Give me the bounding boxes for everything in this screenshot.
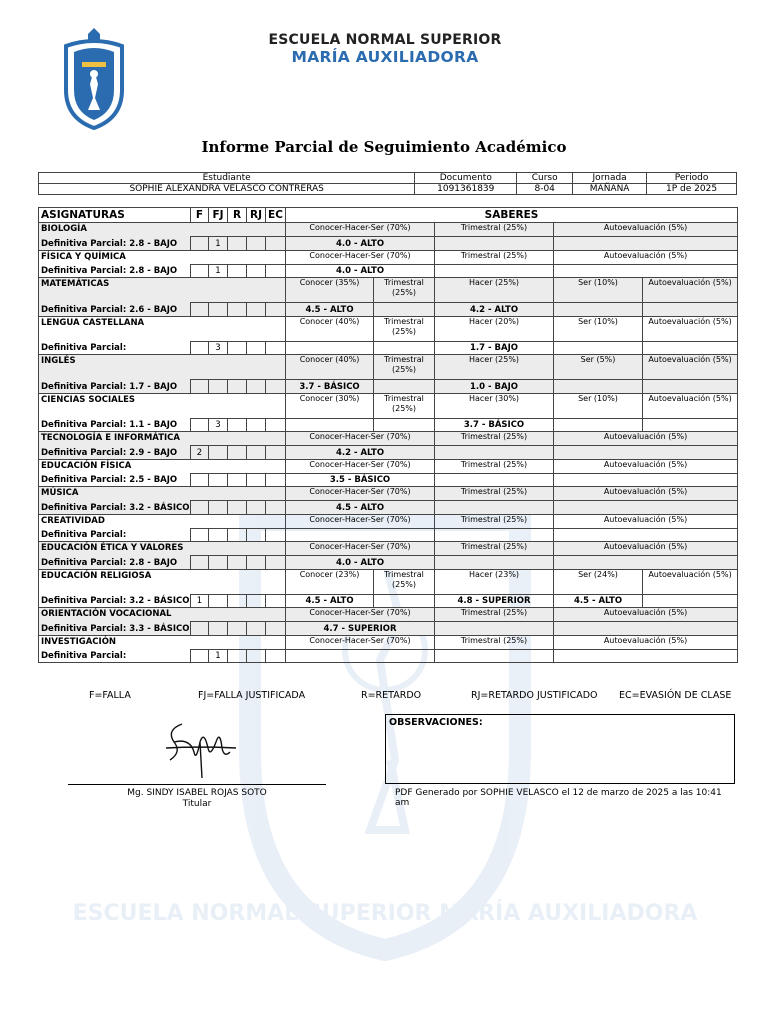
saber-header: Ser (24%) (554, 569, 643, 594)
saber-header: Hacer (23%) (435, 569, 554, 594)
subject-final-grade: Definitiva Parcial: (39, 528, 191, 542)
saber-value (374, 380, 435, 394)
saber-header: Autoevaluación (5%) (554, 432, 738, 446)
subject-final-grade: Definitiva Parcial: (39, 649, 191, 663)
subject-row-top (39, 569, 738, 594)
saber-value (435, 446, 554, 460)
subject-row-bottom (39, 622, 738, 636)
ec-header: EC (266, 208, 286, 223)
shift-value: MAÑANA (573, 184, 647, 195)
student-name: SOPHIE ALEXANDRA VELASCO CONTRERAS (39, 184, 415, 195)
attendance-rj (247, 528, 266, 542)
attendance-ec (266, 649, 286, 663)
course-value: 8-04 (517, 184, 573, 195)
document-label: Documento (415, 173, 517, 184)
subject-row-bottom (39, 594, 738, 608)
attendance-rj (247, 501, 266, 515)
saber-header: Trimestral (25%) (374, 569, 435, 594)
saber-header: Autoevaluación (5%) (554, 542, 738, 556)
saber-header: Autoevaluación (5%) (554, 608, 738, 622)
subject-name: MÚSICA (39, 487, 286, 501)
saber-header: Conocer-Hacer-Ser (70%) (286, 223, 435, 237)
saber-header: Trimestral (25%) (435, 487, 554, 501)
attendance-rj (247, 418, 266, 432)
saber-header: Trimestral (25%) (435, 459, 554, 473)
saber-header: Hacer (25%) (435, 355, 554, 380)
saber-header: Autoevaluación (5%) (643, 393, 738, 418)
attendance-fj (209, 594, 228, 608)
subject-row-top (39, 223, 738, 237)
attendance-f (191, 501, 209, 515)
attendance-fj: 3 (209, 418, 228, 432)
saber-header: Trimestral (25%) (435, 223, 554, 237)
saber-header: Ser (10%) (554, 316, 643, 341)
saber-header: Conocer-Hacer-Ser (70%) (286, 459, 435, 473)
student-label: Estudiante (39, 173, 415, 184)
saber-value (554, 341, 643, 355)
saber-value (554, 264, 738, 278)
saber-value: 4.0 - ALTO (286, 556, 435, 570)
saber-header: Autoevaluación (5%) (554, 250, 738, 264)
saber-value (374, 303, 435, 317)
attendance-r (228, 303, 247, 317)
subject-row-bottom (39, 649, 738, 663)
attendance-f (191, 473, 209, 487)
attendance-ec (266, 264, 286, 278)
subject-row-bottom (39, 501, 738, 515)
saber-header: Trimestral (25%) (374, 355, 435, 380)
attendance-ec (266, 622, 286, 636)
attendance-rj (247, 556, 266, 570)
saber-value: 4.7 - SUPERIOR (286, 622, 435, 636)
subject-row-bottom (39, 237, 738, 251)
r-header: R (228, 208, 247, 223)
attendance-fj (209, 501, 228, 515)
legend-rj: RJ=RETARDO JUSTIFICADO (471, 690, 598, 701)
generated-note: PDF Generado por SOPHIE VELASCO el 12 de marzo de 2025 a las 10:41 am (395, 788, 722, 808)
saber-value (643, 594, 738, 608)
signer-role: Titular (182, 799, 212, 809)
subject-name: TECNOLOGÍA E INFORMÁTICA (39, 432, 286, 446)
subject-row-bottom (39, 341, 738, 355)
attendance-rj (247, 594, 266, 608)
attendance-f (191, 556, 209, 570)
subject-name: ORIENTACIÓN VOCACIONAL (39, 608, 286, 622)
saber-value: 1.0 - BAJO (435, 380, 554, 394)
subject-name: INGLÉS (39, 355, 286, 380)
attendance-r (228, 380, 247, 394)
saber-value: 3.7 - BÁSICO (435, 418, 554, 432)
saber-value (554, 622, 738, 636)
handwritten-signature-icon (160, 712, 240, 782)
fj-header: FJ (209, 208, 228, 223)
saber-value (435, 649, 554, 663)
subject-final-grade: Definitiva Parcial: (39, 341, 191, 355)
saber-header: Autoevaluación (5%) (554, 487, 738, 501)
saber-header: Conocer-Hacer-Ser (70%) (286, 487, 435, 501)
saber-value (374, 341, 435, 355)
saber-value: 4.2 - ALTO (286, 446, 435, 460)
saber-value: 3.7 - BÁSICO (286, 380, 374, 394)
subject-final-grade: Definitiva Parcial: 2.9 - BAJO (39, 446, 191, 460)
attendance-r (228, 649, 247, 663)
saber-header: Conocer-Hacer-Ser (70%) (286, 635, 435, 649)
saber-header: Autoevaluación (5%) (554, 514, 738, 528)
saber-header: Autoevaluación (5%) (554, 459, 738, 473)
saber-header: Trimestral (25%) (435, 542, 554, 556)
saberes-header: SABERES (286, 208, 738, 223)
school-name-line2: MARÍA AUXILIADORA (291, 48, 479, 66)
saber-header: Hacer (25%) (435, 278, 554, 303)
signature-block (68, 788, 326, 810)
grades-body (39, 223, 738, 663)
attendance-ec (266, 594, 286, 608)
saber-value (435, 237, 554, 251)
attendance-r (228, 594, 247, 608)
saber-value (554, 446, 738, 460)
saber-value (286, 649, 435, 663)
saber-value (435, 622, 554, 636)
saber-header: Ser (5%) (554, 355, 643, 380)
subject-name: BIOLOGÍA (39, 223, 286, 237)
attendance-f (191, 622, 209, 636)
subject-name: MATEMÁTICAS (39, 278, 286, 303)
saber-header: Trimestral (25%) (435, 514, 554, 528)
saber-value: 4.5 - ALTO (286, 594, 374, 608)
attendance-r (228, 528, 247, 542)
subject-row-top (39, 316, 738, 341)
attendance-rj (247, 649, 266, 663)
attendance-fj (209, 380, 228, 394)
observations-box (385, 714, 735, 784)
saber-header: Autoevaluación (5%) (554, 635, 738, 649)
attendance-ec (266, 446, 286, 460)
attendance-fj (209, 622, 228, 636)
saber-header: Conocer-Hacer-Ser (70%) (286, 250, 435, 264)
subject-final-grade: Definitiva Parcial: 2.5 - BAJO (39, 473, 191, 487)
subject-row-top (39, 250, 738, 264)
saber-header: Trimestral (25%) (374, 393, 435, 418)
subject-name: EDUCACIÓN ÉTICA Y VALORES (39, 542, 286, 556)
subject-row-bottom (39, 473, 738, 487)
subject-name: EDUCACIÓN FÍSICA (39, 459, 286, 473)
subject-final-grade: Definitiva Parcial: 3.3 - BÁSICO (39, 622, 191, 636)
period-label: Periodo (647, 173, 737, 184)
subject-final-grade: Definitiva Parcial: 1.7 - BAJO (39, 380, 191, 394)
attendance-ec (266, 501, 286, 515)
saber-value (554, 303, 643, 317)
attendance-f (191, 380, 209, 394)
saber-value (286, 418, 374, 432)
saber-header: Autoevaluación (5%) (643, 355, 738, 380)
attendance-rj (247, 264, 266, 278)
attendance-ec (266, 341, 286, 355)
saber-value (374, 418, 435, 432)
subject-row-bottom (39, 528, 738, 542)
attendance-rj (247, 446, 266, 460)
subject-row-bottom (39, 418, 738, 432)
observations-label: OBSERVACIONES: (389, 717, 483, 728)
attendance-fj: 3 (209, 341, 228, 355)
subject-final-grade: Definitiva Parcial: 2.8 - BAJO (39, 264, 191, 278)
legend-fj: FJ=FALLA JUSTIFICADA (198, 690, 306, 701)
attendance-rj (247, 380, 266, 394)
saber-header: Trimestral (25%) (374, 278, 435, 303)
attendance-f (191, 237, 209, 251)
subject-row-top (39, 432, 738, 446)
subject-row-bottom (39, 556, 738, 570)
saber-header: Conocer-Hacer-Ser (70%) (286, 432, 435, 446)
saber-value (286, 341, 374, 355)
saber-header: Ser (10%) (554, 278, 643, 303)
attendance-rj (247, 303, 266, 317)
saber-value (435, 556, 554, 570)
saber-value: 4.5 - ALTO (286, 501, 435, 515)
saber-value (643, 303, 738, 317)
saber-value: 4.5 - ALTO (286, 303, 374, 317)
saber-header: Conocer (30%) (286, 393, 374, 418)
saber-header: Conocer (40%) (286, 316, 374, 341)
saber-header: Trimestral (25%) (435, 608, 554, 622)
legend-ec: EC=EVASIÓN DE CLASE (619, 690, 732, 701)
saber-value (643, 341, 738, 355)
attendance-f (191, 264, 209, 278)
subject-row-top (39, 487, 738, 501)
attendance-rj (247, 237, 266, 251)
attendance-ec (266, 303, 286, 317)
subject-name: CIENCIAS SOCIALES (39, 393, 286, 418)
f-header: F (191, 208, 209, 223)
attendance-r (228, 446, 247, 460)
attendance-rj (247, 473, 266, 487)
document-number: 1091361839 (415, 184, 517, 195)
attendance-fj (209, 556, 228, 570)
attendance-ec (266, 556, 286, 570)
subject-row-top (39, 355, 738, 380)
student-info-table (38, 172, 737, 195)
subject-final-grade: Definitiva Parcial: 2.6 - BAJO (39, 303, 191, 317)
attendance-rj (247, 341, 266, 355)
course-label: Curso (517, 173, 573, 184)
signer-name: Mg. SINDY ISABEL ROJAS SOTO (127, 788, 267, 798)
saber-value (554, 528, 738, 542)
saber-header: Autoevaluación (5%) (643, 278, 738, 303)
saber-value (554, 380, 643, 394)
subject-name: INVESTIGACIÓN (39, 635, 286, 649)
grades-header-row (39, 208, 738, 223)
saber-header: Trimestral (25%) (435, 250, 554, 264)
subject-row-bottom (39, 303, 738, 317)
subject-final-grade: Definitiva Parcial: 2.8 - BAJO (39, 237, 191, 251)
attendance-fj (209, 528, 228, 542)
student-info-values (39, 184, 737, 195)
saber-value: 4.0 - ALTO (286, 264, 435, 278)
saber-header: Ser (10%) (554, 393, 643, 418)
saber-header: Conocer (23%) (286, 569, 374, 594)
attendance-r (228, 341, 247, 355)
attendance-r (228, 473, 247, 487)
saber-value (554, 501, 738, 515)
saber-value (554, 418, 643, 432)
subject-row-bottom (39, 380, 738, 394)
attendance-f (191, 341, 209, 355)
saber-header: Autoevaluación (5%) (643, 316, 738, 341)
saber-value (435, 528, 554, 542)
saber-value: 4.5 - ALTO (554, 594, 643, 608)
attendance-f: 2 (191, 446, 209, 460)
attendance-fj: 1 (209, 649, 228, 663)
subject-final-grade: Definitiva Parcial: 1.1 - BAJO (39, 418, 191, 432)
attendance-fj (209, 303, 228, 317)
attendance-r (228, 418, 247, 432)
subject-row-top (39, 514, 738, 528)
saber-value: 4.2 - ALTO (435, 303, 554, 317)
subject-final-grade: Definitiva Parcial: 3.2 - BÁSICO (39, 501, 191, 515)
saber-value (435, 501, 554, 515)
shift-label: Jornada (573, 173, 647, 184)
saber-header: Conocer-Hacer-Ser (70%) (286, 608, 435, 622)
attendance-fj: 1 (209, 237, 228, 251)
subject-row-top (39, 635, 738, 649)
attendance-ec (266, 237, 286, 251)
saber-header: Autoevaluación (5%) (643, 569, 738, 594)
subject-final-grade: Definitiva Parcial: 2.8 - BAJO (39, 556, 191, 570)
saber-value: 3.5 - BÁSICO (286, 473, 435, 487)
attendance-f (191, 528, 209, 542)
attendance-f (191, 303, 209, 317)
saber-header: Autoevaluación (5%) (554, 223, 738, 237)
attendance-r (228, 501, 247, 515)
attendance-fj (209, 446, 228, 460)
rj-header: RJ (247, 208, 266, 223)
period-value: 1P de 2025 (647, 184, 737, 195)
saber-header: Trimestral (25%) (435, 432, 554, 446)
subject-row-top (39, 278, 738, 303)
saber-value (643, 380, 738, 394)
saber-header: Hacer (20%) (435, 316, 554, 341)
attendance-ec (266, 528, 286, 542)
saber-value (554, 556, 738, 570)
saber-value (435, 264, 554, 278)
school-name-line1: ESCUELA NORMAL SUPERIOR (268, 32, 502, 48)
saber-header: Conocer-Hacer-Ser (70%) (286, 514, 435, 528)
watermark-text: ESCUELA NORMAL SUPERIOR MARÍA AUXILIADORA (72, 901, 698, 926)
saber-header: Conocer (35%) (286, 278, 374, 303)
attendance-fj: 1 (209, 264, 228, 278)
attendance-r (228, 264, 247, 278)
student-info-labels (39, 173, 737, 184)
subject-row-bottom (39, 446, 738, 460)
saber-value (554, 649, 738, 663)
saber-value: 1.7 - BAJO (435, 341, 554, 355)
attendance-ec (266, 473, 286, 487)
attendance-f: 1 (191, 594, 209, 608)
subject-name: EDUCACIÓN RELIGIOSA (39, 569, 286, 594)
saber-value (286, 528, 435, 542)
subject-name: FÍSICA Y QUÍMICA (39, 250, 286, 264)
report-title: Informe Parcial de Seguimiento Académico (201, 138, 567, 156)
saber-value (374, 594, 435, 608)
signature-line (68, 784, 326, 785)
subject-row-top (39, 459, 738, 473)
subject-name: LENGUA CASTELLANA (39, 316, 286, 341)
saber-header: Conocer (40%) (286, 355, 374, 380)
subject-row-bottom (39, 264, 738, 278)
attendance-r (228, 237, 247, 251)
saber-value: 4.0 - ALTO (286, 237, 435, 251)
saber-value (554, 473, 738, 487)
subject-row-top (39, 608, 738, 622)
school-crest-icon (62, 28, 126, 130)
attendance-r (228, 622, 247, 636)
subject-name: CREATIVIDAD (39, 514, 286, 528)
attendance-f (191, 418, 209, 432)
legend-r: R=RETARDO (361, 690, 422, 701)
attendance-rj (247, 622, 266, 636)
subject-final-grade: Definitiva Parcial: 3.2 - BÁSICO (39, 594, 191, 608)
attendance-fj (209, 473, 228, 487)
grades-table (38, 207, 738, 663)
school-name (255, 32, 515, 66)
subject-row-top (39, 542, 738, 556)
saber-value: 4.8 - SUPERIOR (435, 594, 554, 608)
subjects-header: ASIGNATURAS (39, 208, 191, 223)
attendance-ec (266, 418, 286, 432)
saber-header: Trimestral (25%) (435, 635, 554, 649)
saber-value (643, 418, 738, 432)
saber-header: Trimestral (25%) (374, 316, 435, 341)
saber-value (554, 237, 738, 251)
saber-header: Hacer (30%) (435, 393, 554, 418)
saber-value (435, 473, 554, 487)
attendance-ec (266, 380, 286, 394)
attendance-f (191, 649, 209, 663)
saber-header: Conocer-Hacer-Ser (70%) (286, 542, 435, 556)
legend-f: F=FALLA (89, 690, 131, 701)
subject-row-top (39, 393, 738, 418)
attendance-r (228, 556, 247, 570)
